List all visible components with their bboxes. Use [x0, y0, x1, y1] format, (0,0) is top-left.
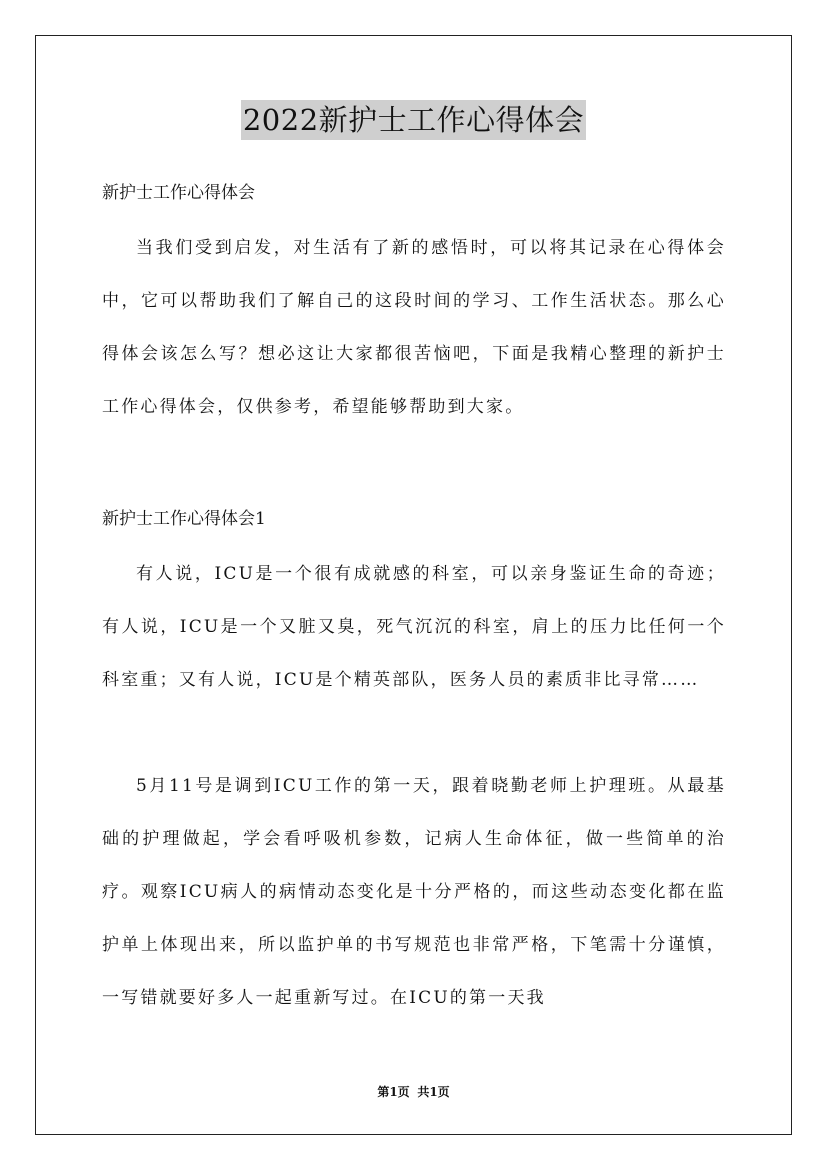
section-heading: 新护士工作心得体会 — [102, 183, 255, 203]
page-footer — [0, 1084, 827, 1100]
document-title-text: 2022新护士工作心得体会 — [241, 100, 586, 140]
page-number: 第1页 — [377, 1085, 410, 1099]
intro-paragraph: 当我们受到启发，对生活有了新的感悟时，可以将其记录在心得体会中，它可以帮助我们了解自己的这段时间的学习、工作生活状态。那么心得体会该怎么写？想必这让大家都很苦恼吧，下面是我精心整理的新护士工作心得体会，仅供参考，希望能够帮助到大家。 — [102, 238, 726, 417]
body-paragraph-1: 有人说，ICU是一个很有成就感的科室，可以亲身鉴证生命的奇迹；有人说，ICU是一个又脏又臭，死气沉沉的科室，肩上的压力比任何一个科室重；又有人说，ICU是个精英部队，医务人员的素质非比寻常…… — [102, 564, 726, 690]
page-total: 共1页 — [417, 1085, 450, 1099]
body-paragraph-2: 5月11号是调到ICU工作的第一天，跟着晓勤老师上护理班。从最基础的护理做起，学会看呼吸机参数，记病人生命体征，做一些简单的治疗。观察ICU病人的病情动态变化是十分严格的，而这些动态变化都在监护单上体现出来，所以监护单的书写规范也非常严格，下笔需十分谨慎，一写错就要好多人一起重新写过。在ICU的第一天我 — [102, 776, 726, 1008]
section-heading-1: 新护士工作心得体会1 — [102, 509, 266, 529]
document-title — [0, 100, 827, 140]
